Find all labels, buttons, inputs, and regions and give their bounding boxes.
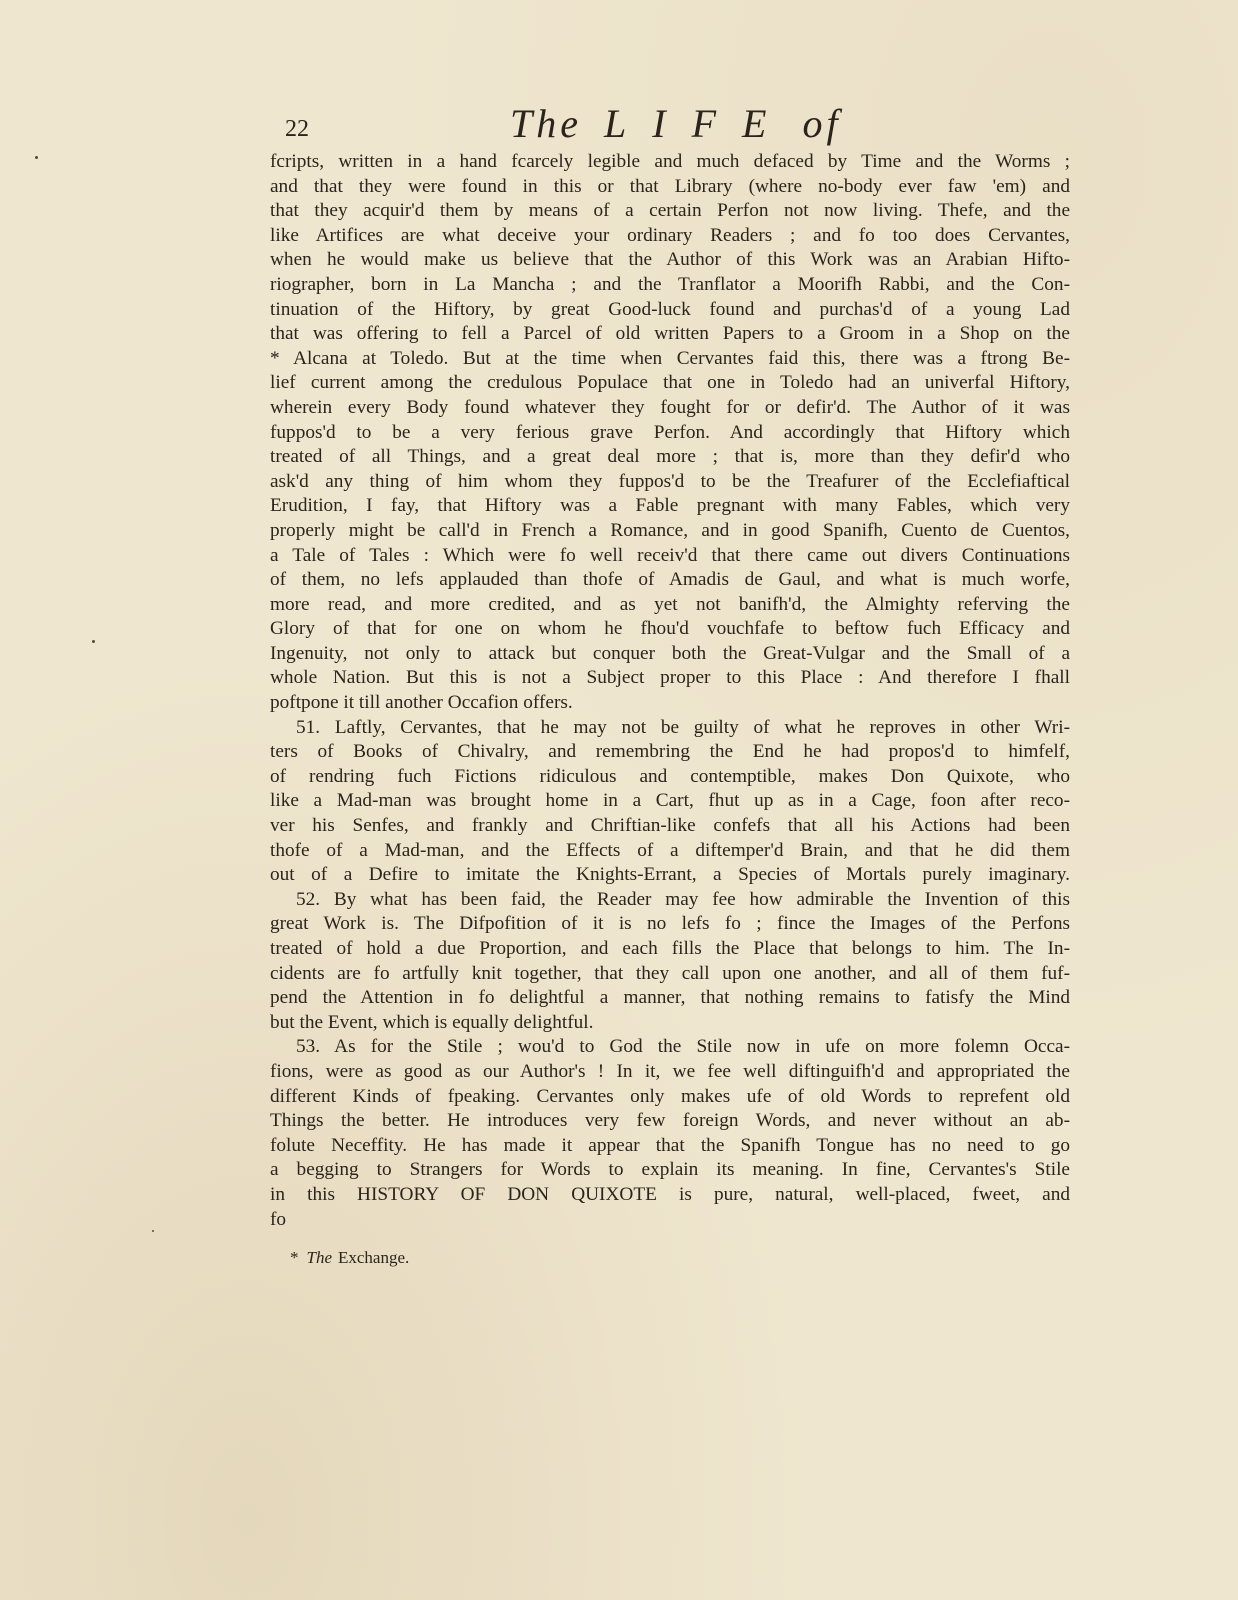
- text-line: * Alcana at Toledo. But at the time when Cervantes faid this, there was a ftrong Be-: [270, 347, 1070, 369]
- text-line: thofe of a Mad-man, and the Effects of a diftemper'd Brain, and that he did them: [270, 839, 1070, 861]
- text-line: properly might be call'd in French a Romance, and in good Spanifh, Cuento de Cuentos,: [270, 519, 1070, 541]
- footnote-italic: The: [306, 1248, 332, 1267]
- text-line: fions, were as good as our Author's ! In it, we fee well diftinguifh'd and appropriated the: [270, 1060, 1070, 1082]
- text-line: like a Mad-man was brought home in a Cart, fhut up as in a Cage, foon after reco-: [270, 790, 1070, 812]
- text-line: when he would make us believe that the Author of this Work was an Arabian Hifto-: [270, 249, 1070, 271]
- text-line: fuppos'd to be a very ferious grave Perfon. And accordingly that Hiftory which: [270, 421, 1070, 443]
- running-title: [510, 100, 842, 147]
- running-title-pre: The: [510, 101, 582, 146]
- text-line: in this HISTORY OF DON QUIXOTE is pure, natural, well-placed, fweet, and: [270, 1183, 1070, 1205]
- text-line: folute Neceffity. He has made it appear that the Spanifh Tongue has no need to go: [270, 1134, 1070, 1156]
- text-line: cidents are fo artfully knit together, that they call upon one another, and all of them fuf-: [270, 962, 1070, 984]
- text-line: treated of hold a due Proportion, and each fills the Place that belongs to him. The In-: [270, 938, 1070, 959]
- text-line: wherein every Body found whatever they fought for or defir'd. The Author of it was: [270, 396, 1070, 418]
- page-number: 22: [285, 116, 309, 142]
- text-line: ask'd any thing of him whom they fuppos'd to be the Treafurer of the Ecclefiaftical: [270, 470, 1070, 492]
- footnote: [290, 1248, 409, 1268]
- text-line: poftpone it till another Occafion offers.: [270, 692, 573, 714]
- text-line: 52. By what has been faid, the Reader may fee how admirable the Invention of this: [296, 888, 1070, 910]
- text-line: that they acquir'd them by means of a certain Perfon not now living. Thefe, and the: [270, 200, 1070, 222]
- text-line: Ingenuity, not only to attack but conquer both the Great-Vulgar and the Small of a: [270, 642, 1070, 664]
- text-line: of them, no lefs applauded than thofe of Amadis de Gaul, and what is much worfe,: [270, 569, 1070, 591]
- text-line: ver his Senfes, and frankly and Chriftian-like confefs that all his Actions had been: [270, 815, 1070, 837]
- text-line: a Tale of Tales : Which were fo well receiv'd that there came out divers Continuations: [270, 544, 1070, 566]
- text-line: ters of Books of Chivalry, and remembring the End he had propos'd to himfelf,: [270, 741, 1070, 763]
- text-line: and that they were found in this or that Library (where no-body ever faw 'em) and: [270, 175, 1070, 197]
- text-line: Glory of that for one on whom he fhou'd vouchfafe to beftow fuch Efficacy and: [270, 618, 1070, 640]
- text-line: fo: [270, 1208, 287, 1230]
- text-line: great Work is. The Difpofition of it is no lefs fo ; fince the Images of the Perfons: [270, 913, 1070, 935]
- text-line: more read, and more credited, and as yet not banifh'd, the Almighty referving the: [270, 593, 1070, 615]
- running-title-caps: LIFE: [604, 101, 793, 146]
- footnote-text: Exchange.: [338, 1248, 410, 1267]
- text-line: different Kinds of fpeaking. Cervantes only makes ufe of old Words to reprefent old: [270, 1085, 1070, 1107]
- text-line: whole Nation. But this is not a Subject proper to this Place : And therefore I fhall: [270, 667, 1070, 689]
- text-line: lief current among the credulous Populace that one in Toledo had an univerfal Hiftory,: [270, 372, 1070, 394]
- text-line: 51. Laftly, Cervantes, that he may not be guilty of what he reproves in other Wri-: [296, 716, 1070, 738]
- paper-speck: [92, 640, 95, 643]
- footnote-marker: *: [290, 1248, 299, 1267]
- running-title-post: of: [802, 101, 842, 146]
- text-line: 53. As for the Stile ; wou'd to God the Stile now in ufe on more folemn Occa-: [296, 1036, 1070, 1058]
- text-line: a begging to Strangers for Words to explain its meaning. In fine, Cervantes's Stile: [270, 1159, 1070, 1181]
- text-line: that was offering to fell a Parcel of old written Papers to a Groom in a Shop on the: [270, 323, 1070, 345]
- paper-speck: [35, 156, 38, 159]
- text-line: treated of all Things, and a great deal more ; that is, more than they defir'd who: [270, 446, 1070, 468]
- text-line: pend the Attention in fo delightful a manner, that nothing remains to fatisfy the Mind: [270, 987, 1070, 1009]
- text-line: fcripts, written in a hand fcarcely legible and much defaced by Time and the Worms ;: [270, 151, 1070, 172]
- running-head: [270, 100, 1070, 150]
- text-line: tinuation of the Hiftory, by great Good-luck found and purchas'd of a young Lad: [270, 298, 1070, 320]
- body-text: [270, 150, 1070, 1257]
- text-line: like Artifices are what deceive your ordinary Readers ; and fo too does Cervantes,: [270, 224, 1070, 246]
- paper-speck: [152, 1230, 154, 1232]
- text-line: out of a Defire to imitate the Knights-Errant, a Species of Mortals purely imaginary.: [270, 864, 1070, 886]
- text-line: Erudition, I fay, that Hiftory was a Fable pregnant with many Fables, which very: [270, 495, 1070, 517]
- text-line: riographer, born in La Mancha ; and the Tranflator a Moorifh Rabbi, and the Con-: [270, 273, 1070, 295]
- text-line: of rendring fuch Fictions ridiculous and contemptible, makes Don Quixote, who: [270, 765, 1070, 787]
- text-line: Things the better. He introduces very few foreign Words, and never without an ab-: [270, 1110, 1070, 1132]
- text-line: but the Event, which is equally delightful.: [270, 1011, 594, 1033]
